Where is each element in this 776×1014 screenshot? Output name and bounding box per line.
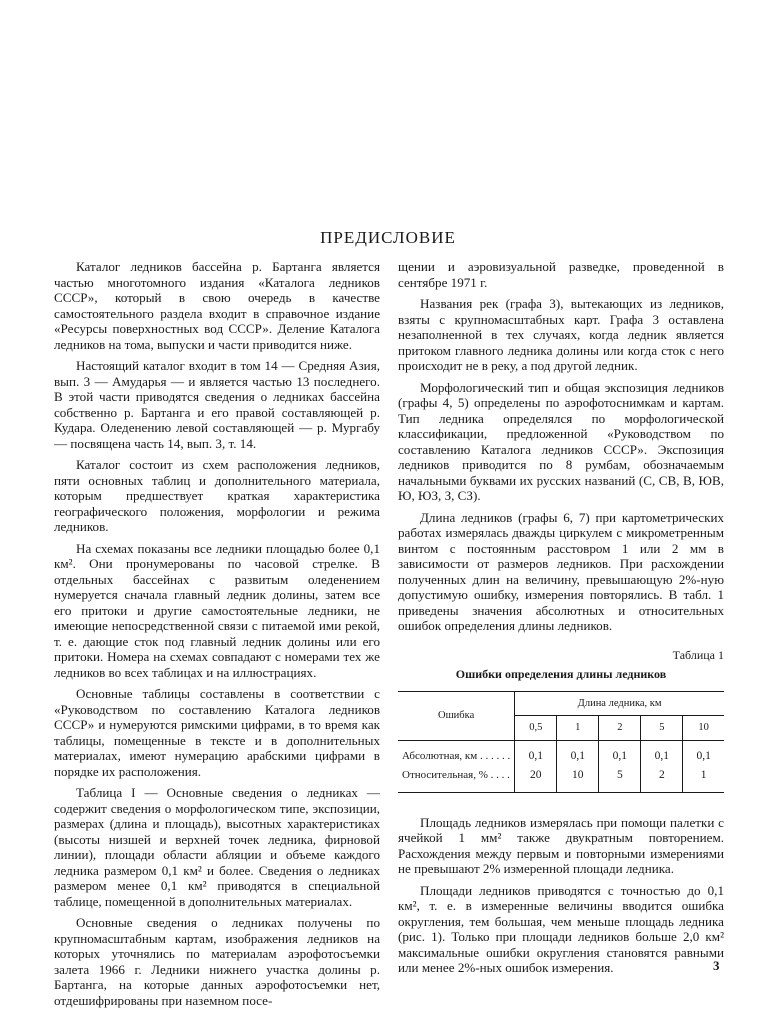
table-cell: 5 bbox=[599, 766, 641, 792]
row-label: Абсолютная, км . . . . . . bbox=[402, 749, 511, 762]
page-title: ПРЕДИСЛОВИЕ bbox=[320, 228, 456, 247]
table-cell: 0,1 bbox=[683, 740, 724, 766]
table-column-header: 5 bbox=[641, 716, 683, 741]
table-column-header: 0,5 bbox=[515, 716, 557, 741]
table-cell: 0,1 bbox=[641, 740, 683, 766]
paragraph: Настоящий каталог входит в том 14 — Средняя Азия, вып. 3 — Амударья — и является частью 13 последнего. В этой части приводятся сведения о ледниках бассейна собственно р. Бартанга и его правой составляющей р. Кудара. Оледенению левой составляющей — р. Мургабу — посвящена часть 14, вып. 3, т. 14. bbox=[54, 358, 380, 451]
right-column bbox=[398, 259, 724, 982]
table-number: Таблица 1 bbox=[672, 647, 724, 662]
table-cell: 0,1 bbox=[515, 740, 557, 766]
table-column-header: 10 bbox=[683, 716, 724, 741]
table-cell: 20 bbox=[515, 766, 557, 792]
table-column-header: 2 bbox=[599, 716, 641, 741]
table-column-header: 1 bbox=[557, 716, 599, 741]
table-row bbox=[398, 766, 724, 792]
row-label: Относительная, % . . . . bbox=[402, 769, 510, 781]
table-cell: 2 bbox=[641, 766, 683, 792]
paragraph: На схемах показаны все ледники площадью более 0,1 км². Они пронумерованы по часовой стрелке. В отдельных бассейнах с развитым оледенением нумеруется сначала главный ледник долины, затем все его притоки и другие самостоятельные ледники, не имеющие непосредственной связи с питаемой ими рекой, т. е. дающие сток под главный ледник долины или его притоки. Номера на схемах совпадают с номерами тех же ледников во всех таблицах и на иллюстрациях. bbox=[54, 540, 380, 680]
table-cell: 0,1 bbox=[599, 740, 641, 766]
paragraph: Основные сведения о ледниках получены по крупномасштабным картам, изображения ледников на которых уточнялись по материалам аэрофотосъемки залета 1966 г. Ледники нижнего участка долины р. Бартанга, на которые данных аэрофотосъемки нет, отдешифрированы при наземном посе- bbox=[54, 915, 380, 1008]
paragraph: Площадь ледников измерялась при помощи палетки с ячейкой 1 мм² также двукратным повторением. Расхождения между первым и повторными измерениями не превышают 2% измеренной площади ледника. bbox=[398, 814, 724, 876]
paragraph: щении и аэровизуальной разведке, проведенной в сентябре 1971 г. bbox=[398, 259, 724, 290]
table-row-header: Ошибка bbox=[398, 691, 515, 740]
paragraph: Таблица I — Основные сведения о ледниках — содержит сведения о морфологическом типе, экспозиции, размерах (длина и площадь), высотных характеристиках (высоты низшей и верхней точек ледника, фирновой линии), площади области абляции и объеме каждого ледника размером 0,1 км² и более. Сведения о ледниках размером менее 0,1 км² приводятся в специальной таблице, помещенной в дополнительных материалах. bbox=[54, 785, 380, 909]
page-number: 3 bbox=[713, 958, 720, 973]
paragraph: Названия рек (графа 3), вытекающих из ледников, взяты с крупномасштабных карт. Графа 3 оставлена незаполненной в тех случаях, когда ледник является притоком главного ледника долины или когда сток с него происходит не в реку, а под другой ледник. bbox=[398, 296, 724, 373]
table-cell: 1 bbox=[683, 766, 724, 792]
table-title: Ошибки определения длины ледников bbox=[455, 667, 667, 681]
table-cell: 10 bbox=[557, 766, 599, 792]
table-group-header: Длина ледника, км bbox=[515, 691, 724, 716]
paragraph: Основные таблицы составлены в соответствии с «Руководством по составлению Каталога ледников СССР» и нумеруются римскими цифрами, в то время как таблицы, помещенные в тексте и в дополнительных материалах, имеют нумерацию арабскими цифрами в порядке их расположения. bbox=[54, 686, 380, 779]
paragraph: Каталог ледников бассейна р. Бартанга является частью многотомного издания «Каталога ледников СССР», который в свою очередь в качестве самостоятельного раздела входит в справочное издание «Ресурсы поверхностных вод СССР». Деление Каталога ледников на тома, выпуски и части приводится ниже. bbox=[54, 259, 380, 352]
paragraph: Морфологический тип и общая экспозиция ледников (графы 4, 5) определены по аэрофотоснимкам и картам. Тип ледника определялся по морфологической классификации, предложенной «Руководством по составлению Каталога ледников СССР». Экспозиция ледников приводится по 8 румбам, обозначаемым начальными буквами их русских названий (С, СВ, В, ЮВ, Ю, ЮЗ, З, СЗ). bbox=[398, 379, 724, 503]
table-cell: 0,1 bbox=[557, 740, 599, 766]
paragraph: Площади ледников приводятся с точностью до 0,1 км², т. е. в измеренные величины вводится ошибка округления, тем большая, чем меньше площадь ледника (рис. 1). Только при площади ледников больше 2,0 км² максимальные ошибки округления становятся равными или менее 2%-ных ошибок измерения. bbox=[398, 882, 724, 975]
errors-table bbox=[398, 691, 724, 793]
paragraph: Длина ледников (графы 6, 7) при картометрических работах измерялась дважды циркулем с микрометренным винтом с постоянным расстовром 1 или 2 мм в зависимости от размеров ледников. При расхождении полученных длин на величину, превышающую 2%-ную допустимую ошибку, измерения повторялись. В табл. 1 приведены значения абсолютных и относительных ошибок определения длины ледников. bbox=[398, 509, 724, 633]
left-column bbox=[54, 259, 380, 1014]
paragraph: Каталог состоит из схем расположения ледников, пяти основных таблиц и дополнительного материала, которым предшествует краткая характеристика географического положения, морфологии и режима ледников. bbox=[54, 457, 380, 534]
table-row bbox=[398, 740, 724, 766]
